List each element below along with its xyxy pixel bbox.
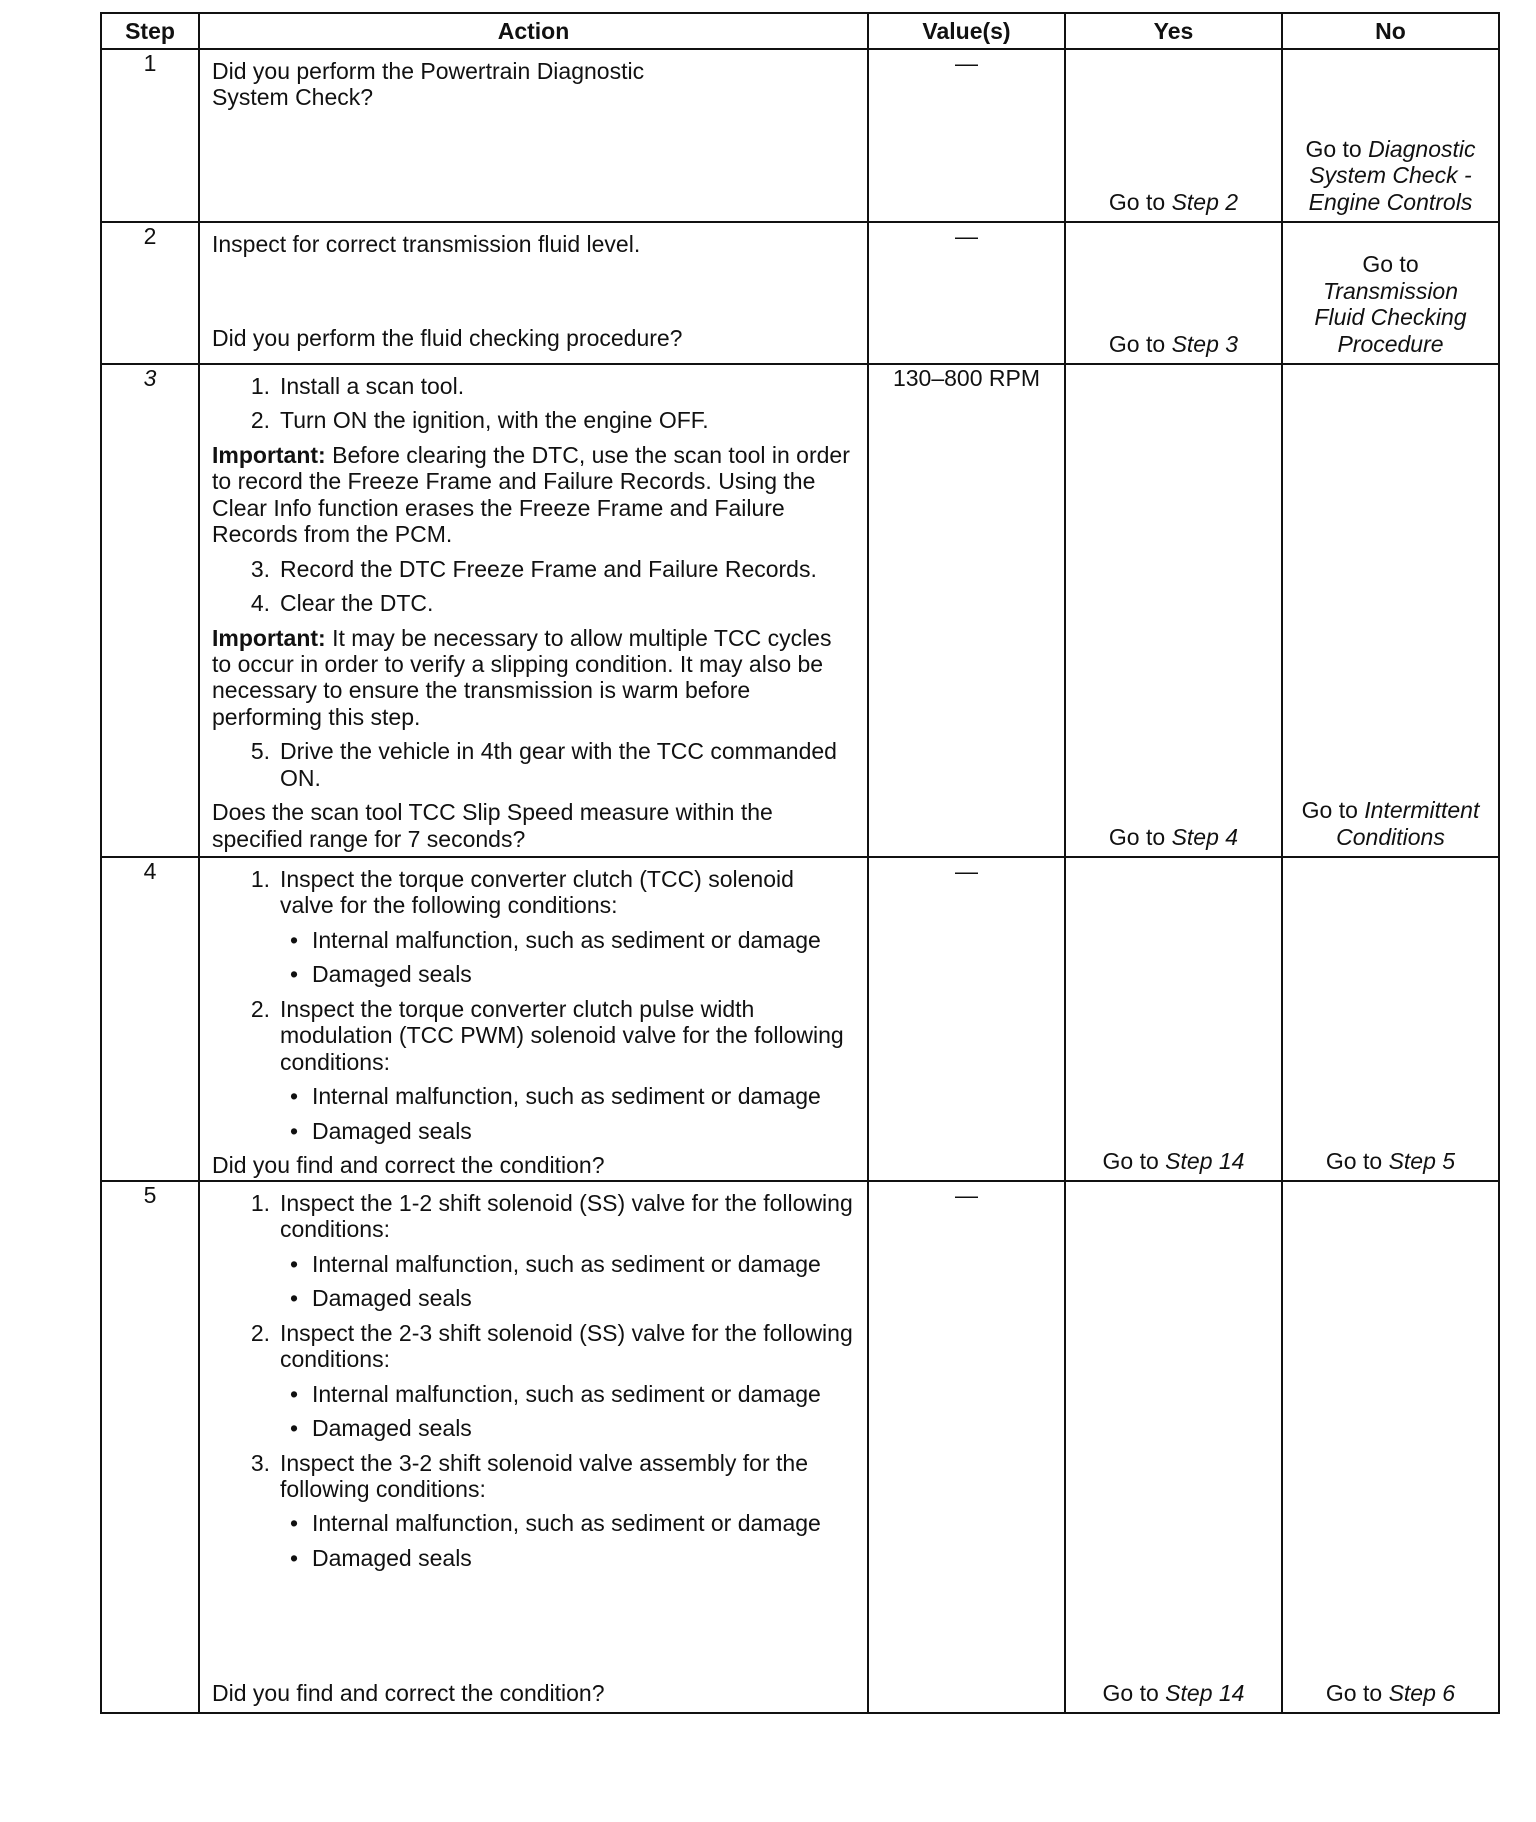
header-yes: Yes [1065, 13, 1282, 49]
yes-cell [1065, 1181, 1282, 1713]
bullet-item: • Internal malfunction, such as sediment or damage [290, 1250, 821, 1277]
header-no: No [1282, 13, 1499, 49]
header-row [101, 13, 1499, 49]
value-cell: — [868, 49, 1065, 222]
header-action: Action [199, 13, 868, 49]
list-item: 2. Inspect the 2-3 shift solenoid (SS) valve for the following conditions: [250, 1319, 853, 1373]
bullet-icon: • [290, 1510, 299, 1537]
no-link[interactable]: Go to Diagnostic System Check - Engine Controls [1305, 135, 1476, 215]
step-number: 3 [101, 364, 199, 857]
list-item: 5. Drive the vehicle in 4th gear with the TCC commanded ON. [250, 738, 837, 791]
important-note: Important: Before clearing the DTC, use the scan tool in order to record the Freeze Frame and Failure Records. Using the Clear Info function erases the Freeze Frame and Failure Records from the PCM. [212, 441, 850, 548]
action-text: Inspect for correct transmission fluid level. [212, 231, 641, 257]
yes-link[interactable]: Go to Step 3 [1108, 330, 1239, 357]
action-question: Did you find and correct the condition? [212, 1151, 605, 1178]
list-item: 2. Inspect the torque converter clutch pulse width modulation (TCC PWM) solenoid valve for the following conditions: [250, 995, 844, 1075]
bullet-item: • Internal malfunction, such as sediment or damage [290, 926, 821, 953]
action-cell [199, 49, 868, 222]
list-item: 4. Clear the DTC. [250, 590, 434, 617]
yes-cell [1065, 49, 1282, 222]
yes-cell [1065, 364, 1282, 857]
action-cell [199, 364, 868, 857]
header-step: Step [101, 13, 199, 49]
list-item: 1. Install a scan tool. [250, 373, 465, 399]
yes-link[interactable]: Go to Step 2 [1108, 188, 1239, 215]
bullet-icon: • [290, 1250, 299, 1277]
table-row [101, 49, 1499, 222]
value-cell: — [868, 857, 1065, 1181]
bullet-icon: • [290, 1285, 299, 1312]
step-number: 2 [101, 222, 199, 364]
no-cell [1282, 222, 1499, 364]
table-row [101, 364, 1499, 857]
table-row [101, 1181, 1499, 1713]
step-number: 4 [101, 857, 199, 1181]
list-item: 1. Inspect the torque converter clutch (TCC) solenoid valve for the following conditions: [250, 866, 794, 919]
no-link[interactable]: Go to Intermittent Conditions [1301, 797, 1480, 850]
bullet-item: • Damaged seals [290, 1415, 472, 1442]
bullet-item: • Damaged seals [290, 1544, 472, 1571]
bullet-item: • Damaged seals [290, 1285, 472, 1312]
bullet-item: • Internal malfunction, such as sediment or damage [290, 1083, 821, 1110]
bullet-item: • Damaged seals [290, 961, 472, 988]
no-cell [1282, 364, 1499, 857]
bullet-icon: • [290, 926, 299, 953]
list-item: 1. Inspect the 1-2 shift solenoid (SS) valve for the following conditions: [250, 1190, 853, 1243]
action-question: Does the scan tool TCC Slip Speed measure within the specified range for 7 seconds? [212, 799, 773, 852]
action-question: Did you perform the Powertrain Diagnostic System Check? [212, 58, 645, 111]
value-cell: 130–800 RPM [868, 364, 1065, 857]
action-question: Did you find and correct the condition? [212, 1679, 605, 1706]
bullet-icon: • [290, 961, 299, 988]
bullet-item: • Damaged seals [290, 1117, 472, 1144]
list-item: 3. Record the DTC Freeze Frame and Failure Records. [250, 555, 817, 582]
action-cell [199, 222, 868, 364]
no-cell [1282, 1181, 1499, 1713]
diagnostic-table [100, 12, 1500, 1714]
bullet-icon: • [290, 1380, 299, 1407]
yes-cell [1065, 857, 1282, 1181]
table-row [101, 222, 1499, 364]
table-row [101, 857, 1499, 1181]
no-link[interactable]: Go to Step 5 [1325, 1147, 1456, 1174]
yes-link[interactable]: Go to Step 14 [1102, 1679, 1245, 1706]
yes-cell [1065, 222, 1282, 364]
bullet-item: • Internal malfunction, such as sediment or damage [290, 1510, 821, 1537]
action-question: Did you perform the fluid checking procedure? [212, 324, 683, 351]
list-item: 3. Inspect the 3-2 shift solenoid valve assembly for the following conditions: [250, 1449, 809, 1502]
list-item: 2. Turn ON the ignition, with the engine OFF. [250, 407, 709, 434]
action-cell [199, 1181, 868, 1713]
bullet-icon: • [290, 1415, 299, 1442]
bullet-item: • Internal malfunction, such as sediment or damage [290, 1380, 821, 1407]
step-number: 1 [101, 49, 199, 222]
important-note: Important: It may be necessary to allow multiple TCC cycles to occur in order to verify a slipping condition. It may also be necessary to ensure the transmission is warm before performing this step. [212, 624, 832, 730]
bullet-icon: • [290, 1083, 299, 1110]
no-cell [1282, 49, 1499, 222]
action-cell [199, 857, 868, 1181]
yes-link[interactable]: Go to Step 4 [1108, 823, 1239, 850]
no-cell [1282, 857, 1499, 1181]
yes-link[interactable]: Go to Step 14 [1102, 1147, 1245, 1174]
header-values: Value(s) [868, 13, 1065, 49]
no-link[interactable]: Go to Step 6 [1325, 1679, 1456, 1706]
value-cell: — [868, 222, 1065, 364]
value-cell: — [868, 1181, 1065, 1713]
no-link[interactable]: Go to Transmission Fluid Checking Procedure [1314, 251, 1467, 357]
bullet-icon: • [290, 1117, 299, 1144]
step-number: 5 [101, 1181, 199, 1713]
bullet-icon: • [290, 1544, 299, 1571]
